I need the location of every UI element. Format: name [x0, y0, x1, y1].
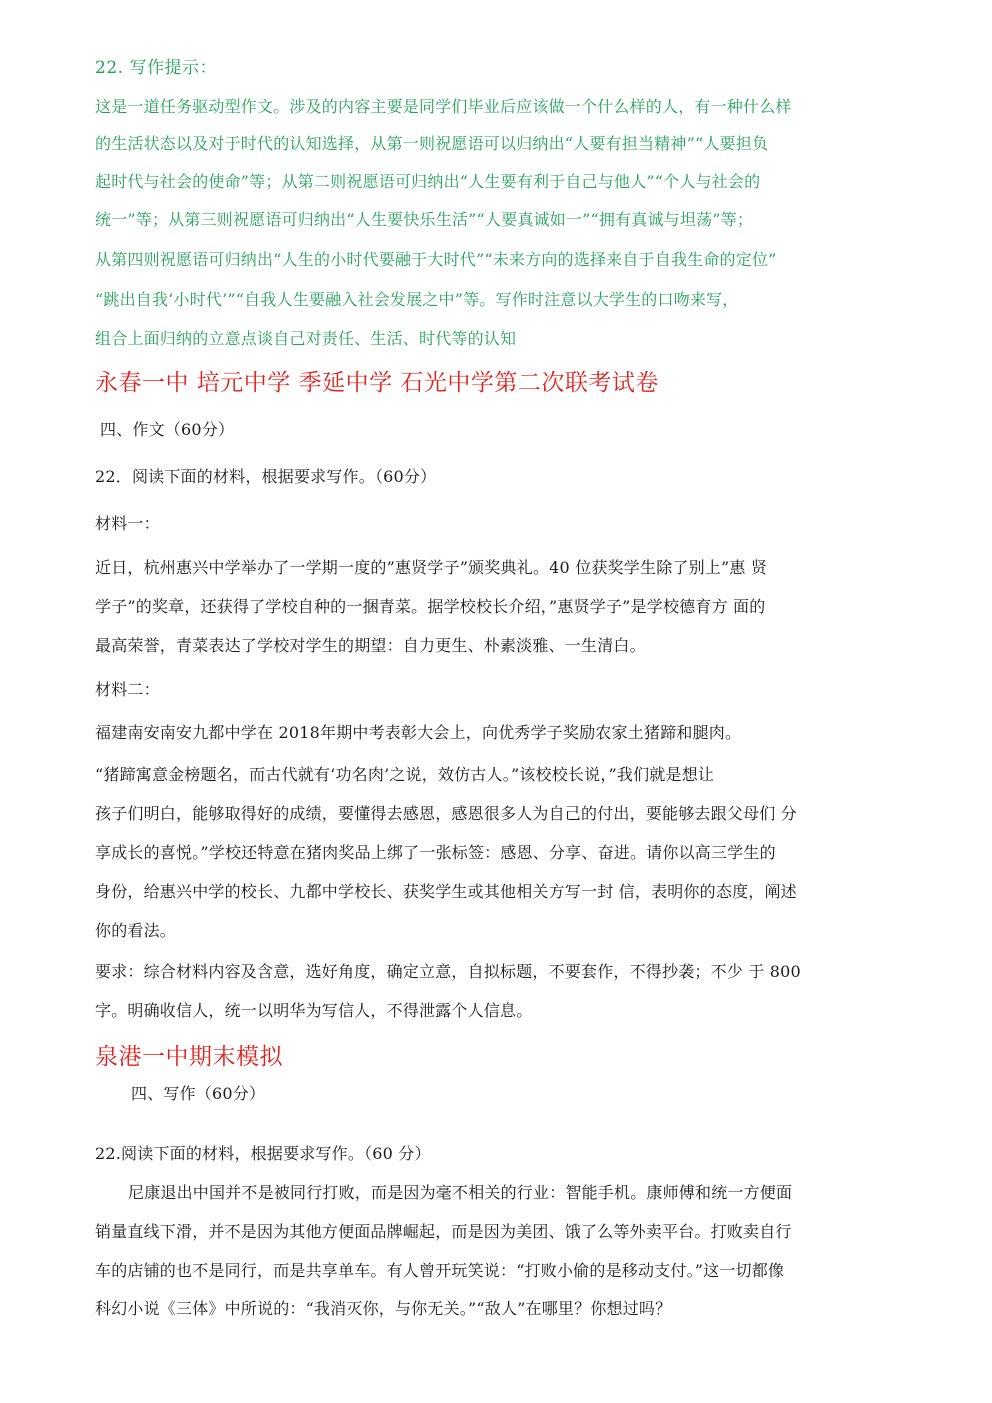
material2-line: 孩子们明白，能够取得好的成绩，要懂得去感恩，感恩很多人为自己的付出，要能够去跟父母们 分	[95, 804, 797, 823]
exam1-heading: 永春一中 培元中学 季延中学 石光中学第二次联考试卷	[95, 370, 659, 396]
material2-line: 你的看法。	[95, 921, 177, 940]
exam2-body-line: 科幻小说《三体》中所说的：“我消灭你，与你无关。”“敌人”在哪里？你想过吗？	[95, 1299, 672, 1318]
exam2-question: 22.阅读下面的材料，根据要求写作。（60 分）	[95, 1144, 431, 1163]
material2-line: “猪蹄寓意金榜题名，而古代就有‘功名肉’之说，效仿古人。”该校校长说，”我们就是想让	[95, 765, 715, 784]
material2-line: 福建南安南安九都中学在 2018年期中考表彰大会上，向优秀学子奖励农家土猪蹄和腿肉。	[95, 723, 742, 742]
exam2-body-line: 尼康退出中国并不是被同行打败，而是因为毫不相关的行业：智能手机。康师傅和统一方便面	[128, 1183, 793, 1202]
material1-line: 最高荣誉，青菜表达了学校对学生的期望：自力更生、朴素淡雅、一生清白。	[95, 636, 646, 655]
requirements-line: 字。明确收信人，统一以明华为写信人，不得泄露个人信息。	[95, 1001, 533, 1020]
material1-line: 近日，杭州惠兴中学举办了一学期一度的”惠贤学子”颁奖典礼。40 位获奖学生除了别上”惠 贤	[95, 558, 768, 577]
exam2-section: 四、写作（60分）	[131, 1084, 266, 1103]
material1-label: 材料一：	[95, 514, 160, 533]
hint-line: 统一”等；从第三则祝愿语可归纳出“人生要快乐生活”“人要真诚如一”“拥有真诚与坦荡”等；	[95, 210, 754, 229]
hint-line: 的生活状态以及对于时代的认知选择，从第一则祝愿语可以归纳出“人要有担当精神”“人要担负	[95, 134, 769, 153]
hint-line: 组合上面归纳的立意点谈自己对责任、生活、时代等的认知	[95, 329, 517, 348]
hint-line: 从第四则祝愿语可归纳出“人生的小时代要融于大时代”“未来方向的选择来自于自我生命的定位”	[95, 250, 777, 269]
material2-line: 享成长的喜悦。”学校还特意在猪肉奖品上绑了一张标签：感恩、分享、奋进。请你以高三学生的	[95, 843, 776, 862]
exam2-body-line: 车的店铺的也不是同行，而是共享单车。有人曾开玩笑说：“打败小偷的是移动支付。”这一切都像	[95, 1261, 785, 1280]
hint-line: 起时代与社会的使命”等；从第二则祝愿语可归纳出“人生要有利于自己与他人”“个人与社会的	[95, 172, 761, 191]
exam1-section: 四、作文（60分）	[100, 420, 235, 439]
exam1-question: 22．阅读下面的材料，根据要求写作。（60分）	[95, 467, 437, 486]
hint-line: 这是一道任务驱动型作文。涉及的内容主要是同学们毕业后应该做一个什么样的人，有一种什么样	[95, 97, 792, 116]
exam2-body-line: 销量直线下滑，并不是因为其他方便面品牌崛起，而是因为美团、饿了么等外卖平台。打败卖自行	[95, 1222, 792, 1241]
hint-title: 22. 写作提示：	[95, 58, 217, 78]
material1-line: 学子”的奖章，还获得了学校自种的一捆青菜。据学校校长介绍，”惠贤学子”是学校德育方 面的	[95, 597, 766, 616]
requirements-line: 要求：综合材料内容及含意，选好角度，确定立意，自拟标题，不要套作，不得抄袭；不少 于 800	[95, 962, 801, 981]
exam2-heading: 泉港一中期末模拟	[95, 1044, 283, 1070]
hint-line: “跳出自我‘小时代’”“自我人生要融入社会发展之中”等。写作时注意以大学生的口吻来写，	[95, 290, 739, 309]
material2-line: 身份，给惠兴中学的校长、九都中学校长、获奖学生或其他相关方写一封 信，表明你的态度，阐述	[95, 882, 797, 901]
material2-label: 材料二：	[95, 680, 160, 699]
